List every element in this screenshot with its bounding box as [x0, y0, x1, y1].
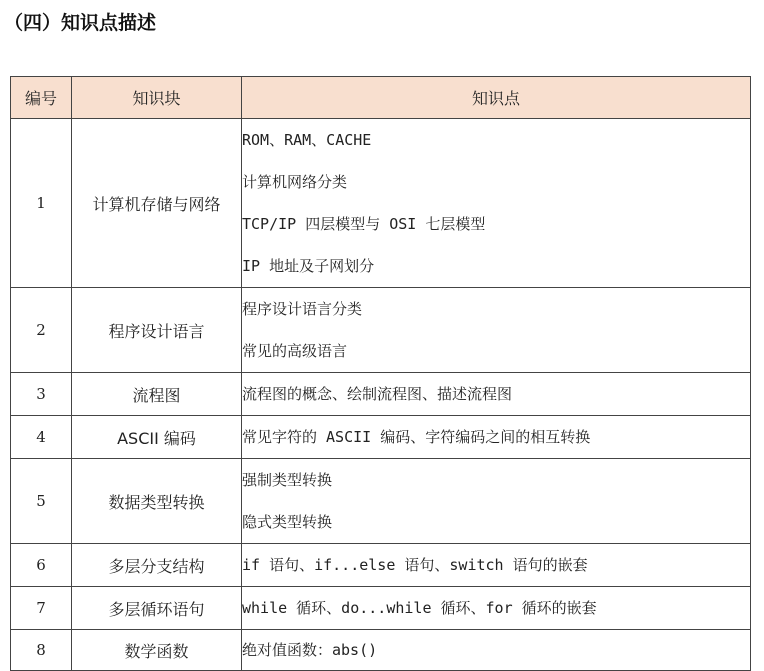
row-number: 6 — [11, 544, 72, 587]
section-title: （四）知识点描述 — [4, 12, 157, 34]
row-points — [242, 587, 751, 630]
row-points — [242, 119, 751, 288]
row-block: 多层循环语句 — [72, 587, 242, 630]
table-header-row — [11, 77, 751, 119]
knowledge-point: 绝对值函数：abs() — [242, 641, 378, 659]
row-block: 流程图 — [72, 373, 242, 416]
row-number: 2 — [11, 288, 72, 373]
row-block: 多层分支结构 — [72, 544, 242, 587]
row-number: 1 — [11, 119, 72, 288]
table-row — [11, 288, 751, 373]
row-number: 4 — [11, 416, 72, 459]
row-number: 7 — [11, 587, 72, 630]
knowledge-point: 计算机网络分类 — [242, 173, 348, 191]
header-points: 知识点 — [242, 77, 751, 119]
row-block: 数学函数 — [72, 630, 242, 671]
header-number: 编号 — [11, 77, 72, 119]
table-row — [11, 459, 751, 544]
knowledge-point: 常见字符的 ASCII 编码、字符编码之间的相互转换 — [242, 428, 591, 446]
table-row — [11, 416, 751, 459]
knowledge-point: IP 地址及子网划分 — [242, 257, 375, 275]
knowledge-point: 程序设计语言分类 — [242, 300, 363, 318]
knowledge-point: TCP/IP 四层模型与 OSI 七层模型 — [242, 215, 486, 233]
knowledge-point: 隐式类型转换 — [242, 513, 333, 531]
knowledge-point: 流程图的概念、绘制流程图、描述流程图 — [242, 385, 513, 403]
knowledge-point: ROM、RAM、CACHE — [242, 131, 372, 149]
row-number: 8 — [11, 630, 72, 671]
table-row — [11, 119, 751, 288]
table-row — [11, 373, 751, 416]
row-block: 数据类型转换 — [72, 459, 242, 544]
knowledge-point: if 语句、if...else 语句、switch 语句的嵌套 — [242, 556, 588, 574]
table-row — [11, 587, 751, 630]
row-number: 5 — [11, 459, 72, 544]
knowledge-points-table — [10, 76, 751, 671]
row-block: ASCII 编码 — [72, 416, 242, 459]
knowledge-point: 强制类型转换 — [242, 471, 333, 489]
row-block: 计算机存储与网络 — [72, 119, 242, 288]
header-block: 知识块 — [72, 77, 242, 119]
table-row — [11, 544, 751, 587]
table-row — [11, 630, 751, 671]
knowledge-point: 常见的高级语言 — [242, 342, 348, 360]
row-block: 程序设计语言 — [72, 288, 242, 373]
row-points — [242, 630, 751, 671]
row-points — [242, 416, 751, 459]
row-points — [242, 373, 751, 416]
row-points — [242, 288, 751, 373]
row-number: 3 — [11, 373, 72, 416]
row-points — [242, 459, 751, 544]
knowledge-point: while 循环、do...while 循环、for 循环的嵌套 — [242, 599, 597, 617]
row-points — [242, 544, 751, 587]
